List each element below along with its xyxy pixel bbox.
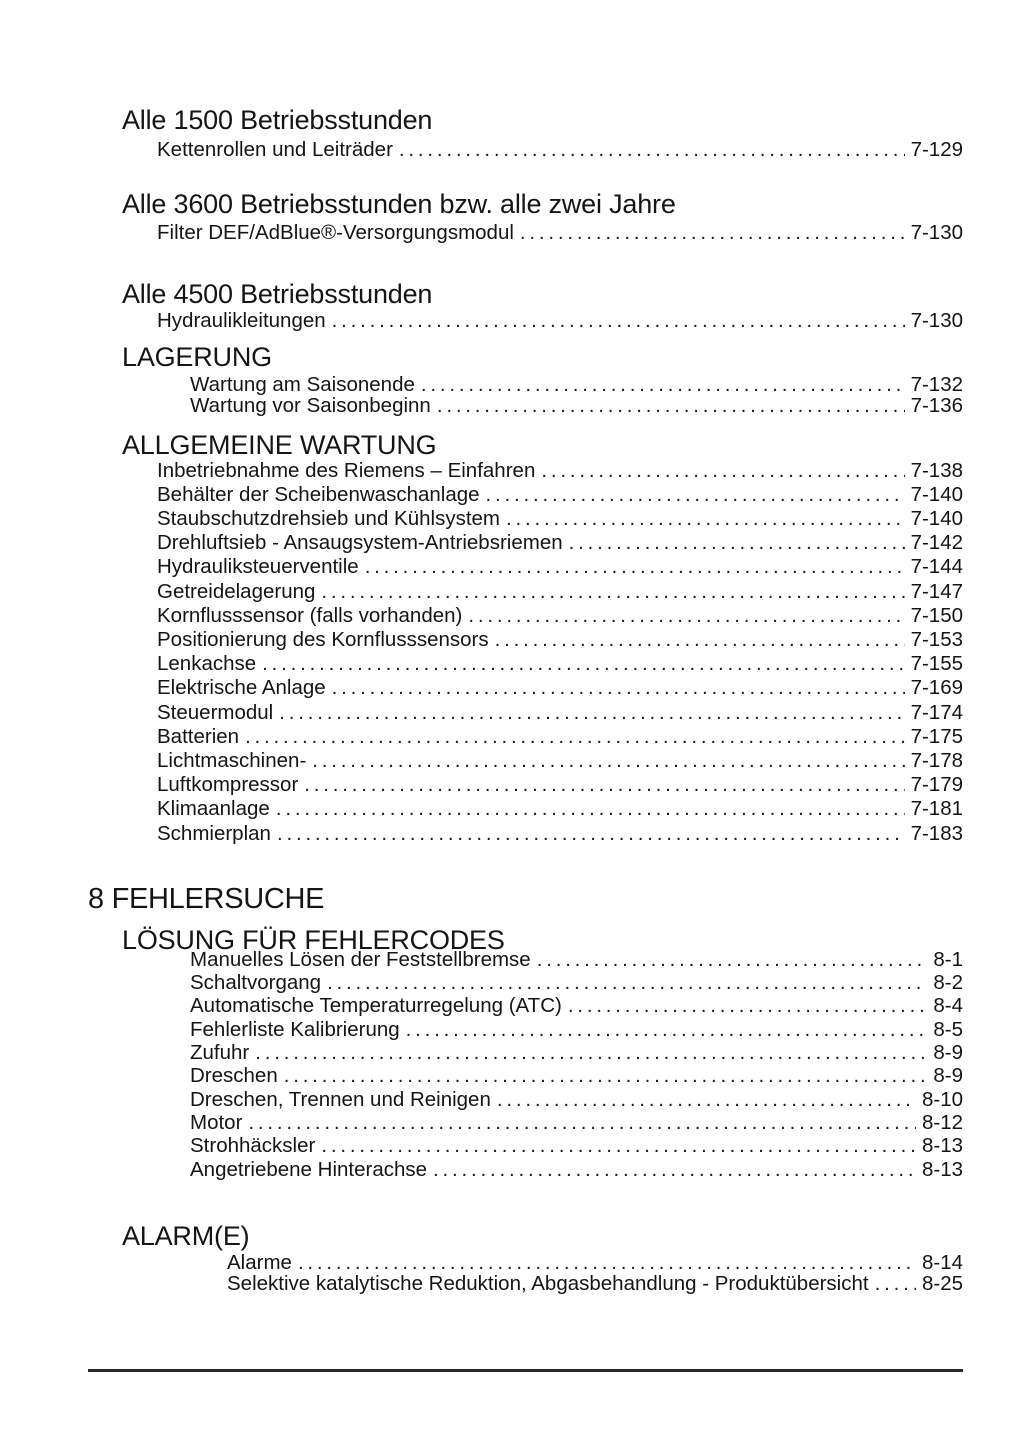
toc-entry-label: Staubschutzdrehsieb und Kühlsystem <box>157 507 501 531</box>
toc-entry-label: Wartung am Saisonende <box>190 372 415 396</box>
toc-entry-page-number: 8-5 <box>933 1017 963 1041</box>
toc-entry-label: Kornflusssensor (falls vorhanden) <box>157 603 463 627</box>
toc-entry[interactable] <box>88 822 963 846</box>
toc-entry[interactable] <box>88 1134 963 1157</box>
toc-entry-page-number: 8-4 <box>933 994 963 1018</box>
toc-entry-label: Behälter der Scheibenwaschanlage <box>157 482 480 506</box>
toc-entry-page-number: 7-150 <box>910 603 963 627</box>
dot-leader <box>298 1252 916 1273</box>
toc-entry-page-number: 8-13 <box>921 1157 963 1181</box>
dot-leader <box>541 459 904 483</box>
toc-entry-label: Getreidelagerung <box>157 579 316 603</box>
toc-entry-label: Wartung vor Saisonbeginn <box>190 394 431 418</box>
toc-entry-page-number: 7-178 <box>910 749 963 773</box>
toc-entry-page-number: 8-1 <box>933 947 963 971</box>
section-heading-alle-4500: Alle 4500 Betriebsstunden <box>122 279 433 310</box>
toc-entry-page-number: 7-129 <box>910 138 963 161</box>
toc-entry-page-number: 8-9 <box>933 1041 963 1065</box>
dot-leader <box>437 395 905 417</box>
toc-entry-page-number: 7-130 <box>910 309 963 333</box>
toc-entry-label: Schmierplan <box>157 821 271 845</box>
dot-leader <box>312 749 904 773</box>
toc-entry[interactable] <box>88 1111 963 1134</box>
section-heading-lagerung: LAGERUNG <box>122 341 272 372</box>
toc-entry-label: Drehluftsieb - Ansaugsystem-Antriebsriemen <box>157 531 563 555</box>
dot-leader <box>365 555 905 579</box>
footer-rule <box>88 1369 963 1372</box>
toc-entry-label: Motor <box>190 1110 243 1134</box>
dot-leader <box>276 797 905 821</box>
dot-leader <box>332 309 905 333</box>
toc-entry-label: Dreschen, Trennen und Reinigen <box>190 1087 491 1111</box>
toc-entry-page-number: 7-130 <box>910 221 963 245</box>
toc-entry-label: Lichtmaschinen- <box>157 749 307 773</box>
toc-entry-label: Steuermodul <box>157 700 274 724</box>
dot-leader <box>321 1134 916 1157</box>
toc-entry-page-number: 7-138 <box>910 458 963 482</box>
toc-entry[interactable] <box>88 221 963 245</box>
toc-entry-label: Positionierung des Kornflusssensors <box>157 628 489 652</box>
toc-entry[interactable] <box>88 1041 963 1064</box>
toc-entry-page-number: 7-132 <box>910 372 963 396</box>
toc-entry[interactable] <box>88 1273 963 1294</box>
dot-leader <box>284 1064 928 1087</box>
dot-leader <box>486 483 905 507</box>
toc-entry[interactable] <box>88 1018 963 1041</box>
toc-entry-page-number: 7-175 <box>910 724 963 748</box>
toc-section-alarme <box>88 1252 963 1294</box>
dot-leader <box>332 676 905 700</box>
dot-leader <box>468 604 904 628</box>
toc-entry[interactable] <box>88 797 963 821</box>
toc-entry[interactable] <box>88 628 963 652</box>
toc-entry[interactable] <box>88 309 963 333</box>
chapter-heading-fehlersuche: 8 FEHLERSUCHE <box>88 882 325 915</box>
toc-entry-page-number: 8-12 <box>921 1110 963 1134</box>
toc-entry-page-number: 7-174 <box>910 700 963 724</box>
toc-entry[interactable] <box>88 1158 963 1181</box>
dot-leader <box>568 994 928 1017</box>
toc-section-allgemeine-wartung <box>88 459 963 846</box>
toc-entry[interactable] <box>88 676 963 700</box>
toc-entry-label: Dreschen <box>190 1064 278 1088</box>
toc-entry[interactable] <box>88 395 963 417</box>
dot-leader <box>537 948 928 971</box>
toc-entry-label: Alarme <box>227 1250 292 1274</box>
toc-entry-label: Inbetriebnahme des Riemens – Einfahren <box>157 458 536 482</box>
toc-entry[interactable] <box>88 773 963 797</box>
toc-entry-page-number: 8-2 <box>933 971 963 995</box>
section-heading-alarme: ALARM(E) <box>122 1220 250 1251</box>
toc-entry-page-number: 7-140 <box>910 507 963 531</box>
toc-entry[interactable] <box>88 971 963 994</box>
toc-entry-label: Lenkachse <box>157 652 257 676</box>
toc-entry-label: Angetriebene Hinterachse <box>190 1157 428 1181</box>
toc-entry[interactable] <box>88 1252 963 1273</box>
toc-entry-label: Selektive katalytische Reduktion, Abgasbehandlung - Produktübersicht <box>227 1271 869 1295</box>
toc-section-loesung <box>88 948 963 1181</box>
toc-entry-page-number: 7-183 <box>910 821 963 845</box>
section-heading-allgemeine-wartung: ALLGEMEINE WARTUNG <box>122 429 437 460</box>
toc-entry-page-number: 8-14 <box>921 1250 963 1274</box>
toc-entry-label: Schaltvorgang <box>190 971 322 995</box>
dot-leader <box>279 701 904 725</box>
toc-entry[interactable] <box>88 1088 963 1111</box>
toc-entry-page-number: 7-169 <box>910 676 963 700</box>
dot-leader <box>433 1158 916 1181</box>
section-heading-alle-1500: Alle 1500 Betriebsstunden <box>122 105 433 135</box>
toc-entry[interactable] <box>88 604 963 628</box>
toc-entry-page-number: 7-144 <box>910 555 963 579</box>
dot-leader <box>304 773 904 797</box>
toc-entry-label: Filter DEF/AdBlue®-Versorgungsmodul <box>157 221 514 245</box>
toc-entry-page-number: 8-10 <box>921 1087 963 1111</box>
toc-entry-page-number: 8-25 <box>921 1271 963 1295</box>
toc-entry-label: Klimaanlage <box>157 797 270 821</box>
toc-entry-label: Elektrische Anlage <box>157 676 326 700</box>
dot-leader <box>875 1273 916 1294</box>
toc-entry[interactable] <box>88 531 963 555</box>
dot-leader <box>406 1018 928 1041</box>
dot-leader <box>569 531 905 555</box>
toc-entry[interactable] <box>88 701 963 725</box>
dot-leader <box>495 628 905 652</box>
toc-entry-label: Hydraulikleitungen <box>157 309 326 333</box>
toc-entry[interactable] <box>88 580 963 604</box>
toc-entry-label: Automatische Temperaturregelung (ATC) <box>190 994 562 1018</box>
toc-entry[interactable] <box>88 652 963 676</box>
dot-leader <box>248 1111 916 1134</box>
toc-entry[interactable] <box>88 555 963 579</box>
toc-entry[interactable] <box>88 483 963 507</box>
toc-entry-label: Zufuhr <box>190 1041 250 1065</box>
toc-entry-label: Hydrauliksteuerventile <box>157 555 359 579</box>
toc-entry-page-number: 7-140 <box>910 482 963 506</box>
toc-entry-label: Luftkompressor <box>157 773 299 797</box>
dot-leader <box>262 652 904 676</box>
toc-entry-label: Manuelles Lösen der Feststellbremse <box>190 947 531 971</box>
toc-entry-label: Strohhäcksler <box>190 1134 316 1158</box>
toc-entry-page-number: 8-13 <box>921 1134 963 1158</box>
toc-entry-page-number: 7-179 <box>910 773 963 797</box>
dot-leader <box>497 1088 916 1111</box>
toc-entry[interactable] <box>88 948 963 971</box>
toc-entry-page-number: 7-136 <box>910 394 963 418</box>
dot-leader <box>399 138 905 162</box>
toc-entry[interactable] <box>88 1064 963 1087</box>
dot-leader <box>245 725 905 749</box>
toc-entry-page-number: 7-155 <box>910 652 963 676</box>
dot-leader <box>421 374 905 396</box>
toc-entry-label: Kettenrollen und Leiträder <box>157 138 393 161</box>
dot-leader <box>506 507 905 531</box>
section-heading-alle-3600: Alle 3600 Betriebsstunden bzw. alle zwei Jahre <box>122 189 676 220</box>
toc-section-lagerung <box>88 374 963 417</box>
toc-entry[interactable] <box>88 459 963 483</box>
section-heading-loesung-fuer-fehlercodes: LÖSUNG FÜR FEHLERCODES <box>122 924 505 955</box>
toc-entry[interactable] <box>88 138 963 162</box>
dot-leader <box>321 580 904 604</box>
toc-entry-page-number: 8-9 <box>933 1064 963 1088</box>
toc-entry[interactable] <box>88 507 963 531</box>
toc-entry-label: Fehlerliste Kalibrierung <box>190 1017 400 1041</box>
toc-entry[interactable] <box>88 994 963 1017</box>
toc-entry[interactable] <box>88 374 963 396</box>
toc-entry[interactable] <box>88 749 963 773</box>
toc-entry[interactable] <box>88 725 963 749</box>
dot-leader <box>255 1041 927 1064</box>
toc-entry-label: Batterien <box>157 724 240 748</box>
toc-entry-page-number: 7-153 <box>910 628 963 652</box>
dot-leader <box>277 822 905 846</box>
toc-entry-page-number: 7-142 <box>910 531 963 555</box>
dot-leader <box>327 971 927 994</box>
dot-leader <box>520 221 905 245</box>
toc-entry-page-number: 7-147 <box>910 579 963 603</box>
toc-entry-page-number: 7-181 <box>910 797 963 821</box>
